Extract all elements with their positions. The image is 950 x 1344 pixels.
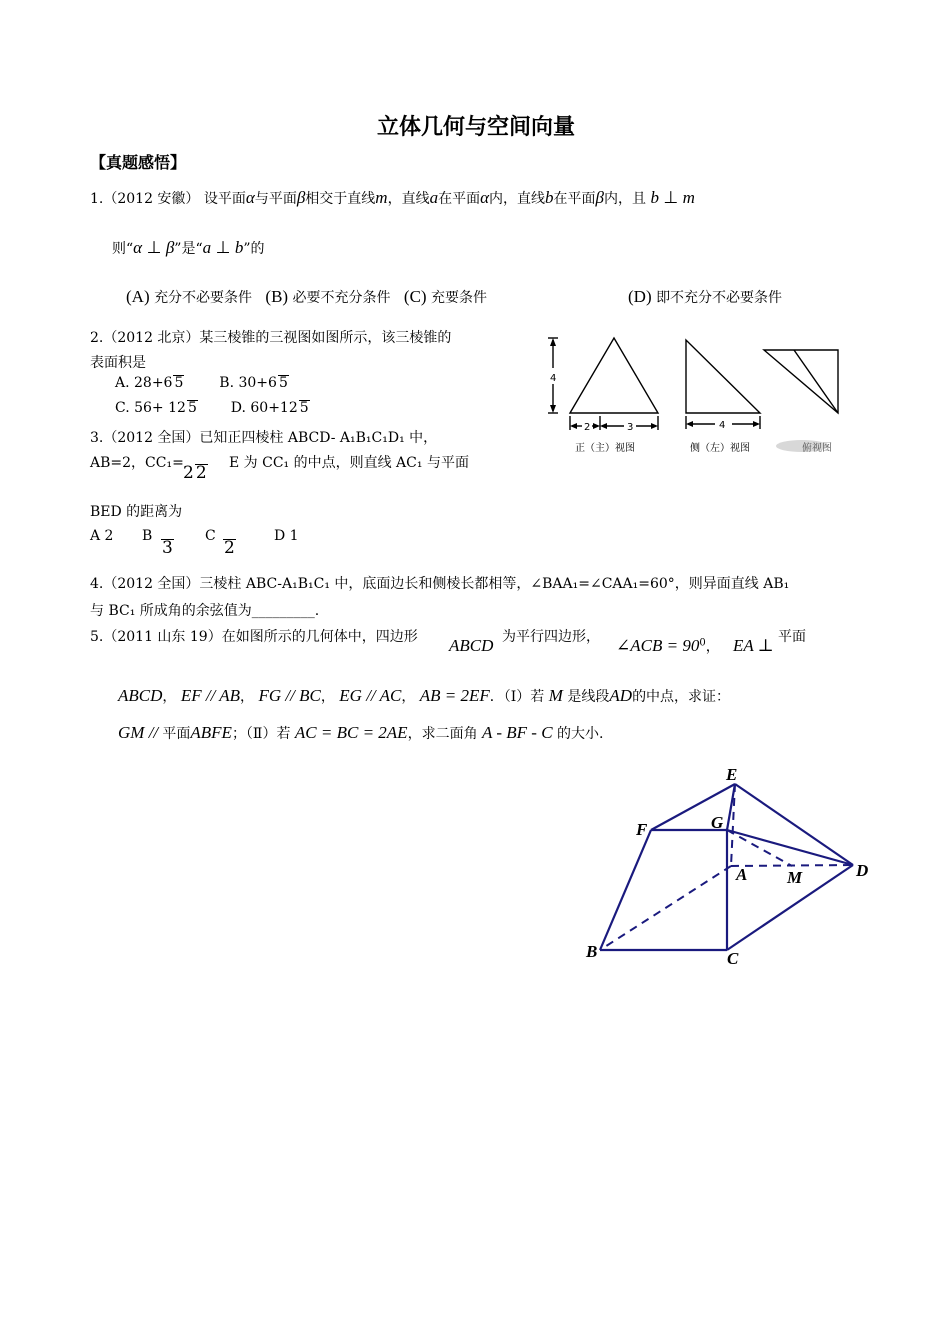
- label-a: A: [736, 865, 748, 884]
- dim-w3: 4: [719, 420, 726, 431]
- label-f: F: [636, 820, 648, 839]
- acb-term: ∠ACB = $90^0$，: [616, 636, 720, 655]
- edge-gm: [727, 830, 792, 866]
- dim-height: 4: [550, 373, 557, 384]
- label-m: M: [787, 868, 803, 887]
- label-e: E: [726, 765, 738, 784]
- section-heading: 【真题感悟】: [90, 153, 187, 172]
- label-c: C: [727, 949, 739, 968]
- question-3-line-2b: E 为 CC₁ 的中点，则直线 AC₁ 与平面: [229, 455, 469, 471]
- question-1-options: (A) 充分不必要条件 (B) 必要不充分条件 (C) 充要条件: [126, 287, 488, 306]
- question-2-options-cd: C. 56+ 12 5 D. 60+12 5: [115, 400, 309, 416]
- edge-ed: [735, 784, 853, 865]
- question-5-line-2: ABCD， EF // AB， FG // BC， EG // AC， AB = 2EF．（Ⅰ）若 M 是线段AD的中点，求证：: [118, 686, 731, 705]
- caption-front: 正（主）视图: [575, 443, 635, 454]
- question-1-line-1: 1.（2012 安徽） 设平面α与平面β相交于直线m，直线a在平面α内，直线b在平面β内，且 b ⊥ m: [90, 188, 695, 207]
- front-view-triangle: [570, 338, 658, 413]
- side-view-triangle: [686, 340, 760, 413]
- question-3-option-d: D 1: [274, 528, 299, 544]
- label-d: D: [856, 861, 869, 880]
- edge-gd: [727, 830, 853, 865]
- question-5-line-1: 5.（2011 山东 19）在如图所示的几何体中，四边形: [90, 629, 418, 645]
- sqrt2: 2: [224, 538, 235, 558]
- question-3-options: A 2: [90, 528, 114, 544]
- question-3-option-b: B: [142, 528, 153, 544]
- two-root-two: 2 2: [183, 463, 207, 483]
- question-2-line-1: 2.（2012 北京）某三棱锥的三视图如图所示，该三棱锥的: [90, 330, 452, 346]
- label-g: G: [711, 813, 724, 832]
- plane-word: 平面: [778, 629, 806, 645]
- label-b: B: [586, 942, 598, 961]
- edge-ab: [600, 866, 731, 950]
- question-4-line-1: 4.（2012 全国）三棱柱 ABC-A₁B₁C₁ 中，底面边长和侧棱长都相等，∠BAA₁=∠CAA₁=60°，则异面直线 AB₁: [90, 576, 790, 592]
- dim-w1: 2: [584, 422, 591, 433]
- question-4-line-2: 与 BC₁ 所成角的余弦值为_________.: [90, 603, 320, 619]
- question-1-line-2: 则“α ⊥ β”是“a ⊥ b”的: [112, 238, 265, 257]
- sqrt3: 3: [162, 538, 173, 558]
- caption-top: 俯视图: [802, 443, 832, 454]
- three-view-figure: [540, 330, 860, 460]
- caption-side: 侧（左）视图: [690, 443, 750, 454]
- question-5-line-3: GM // 平面ABFE；（Ⅱ）若 AC = BC = 2AE，求二面角 A - BF - C 的大小.: [118, 723, 604, 742]
- dim-w2: 3: [627, 422, 634, 433]
- question-3-option-c: C: [205, 528, 216, 544]
- question-3-line-2: AB=2，CC₁=: [90, 455, 184, 471]
- question-2-options-ab: A. 28+6 5 B. 30+6 5: [115, 375, 288, 391]
- edge-fb: [600, 830, 651, 950]
- question-3-line-3: BED 的距离为: [90, 504, 183, 520]
- abcd-term: ABCD: [449, 636, 494, 655]
- geometry-figure: [580, 760, 880, 970]
- page-title: 立体几何与空间向量: [377, 115, 576, 140]
- question-1-option-d: (D) 即不充分不必要条件: [628, 287, 783, 306]
- question-2-line-2: 表面积是: [90, 355, 146, 371]
- ea-term: EA ⊥: [733, 636, 774, 655]
- question-5-line-1b: 为平行四边形，: [502, 629, 600, 645]
- question-3-line-1: 3.（2012 全国）已知正四棱柱 ABCD- A₁B₁C₁D₁ 中，: [90, 430, 438, 446]
